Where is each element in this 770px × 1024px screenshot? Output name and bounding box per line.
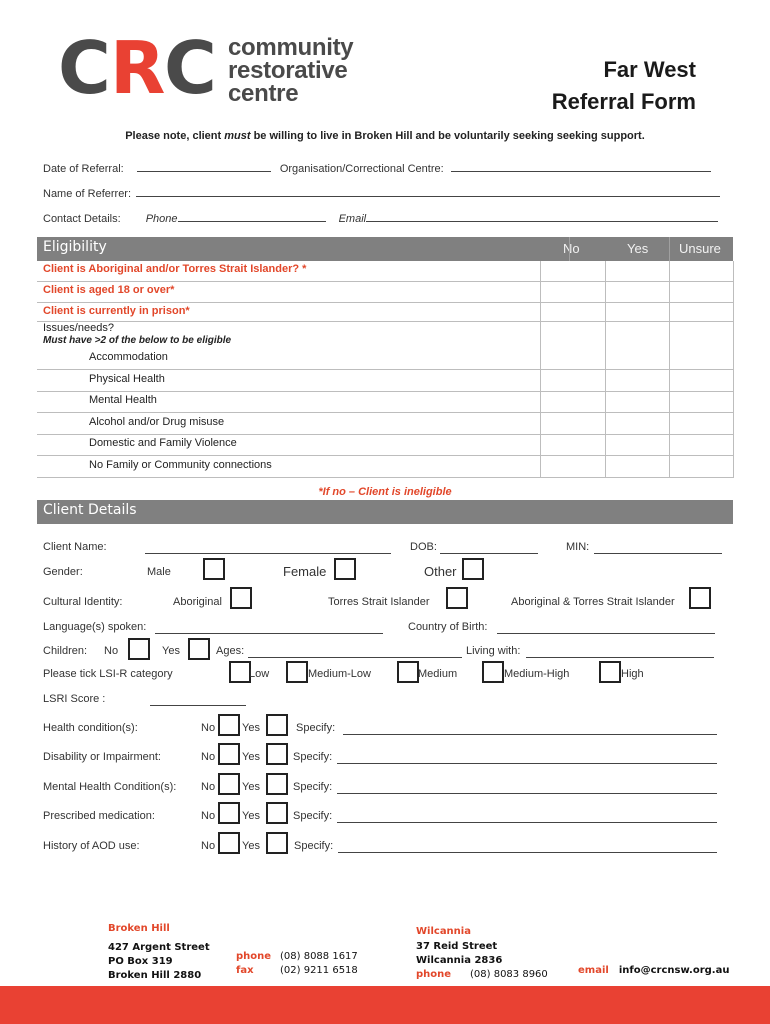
logo-word-restorative: restorative <box>228 57 348 84</box>
condition-label: Prescribed medication: <box>43 810 155 822</box>
email-link[interactable]: info@crcnsw.org.au <box>618 965 730 976</box>
gender-label: Gender: <box>43 566 83 578</box>
lsi-medium-high-label: Medium-High <box>504 668 570 680</box>
name-of-referrer-label: Name of Referrer: <box>43 188 132 200</box>
email-word: email <box>578 965 609 976</box>
condition-no-label: No <box>201 840 216 852</box>
issue-mental-health: Mental Health <box>89 394 157 406</box>
issue-community-connections: No Family or Community connections <box>89 459 272 471</box>
lsri-score-field[interactable] <box>150 696 246 706</box>
issue-row <box>37 348 733 370</box>
question-aboriginal <box>37 261 733 282</box>
question-age <box>37 282 733 303</box>
condition-yes-checkbox[interactable] <box>266 773 288 795</box>
logo-word-community: community <box>228 34 354 61</box>
bh-address-line: PO Box 319 <box>108 956 173 967</box>
lsi-high-checkbox[interactable] <box>599 661 621 683</box>
eligibility-title: Eligibility <box>43 239 107 255</box>
organisation-label: Organisation/Correctional Centre: <box>279 163 444 175</box>
cultural-tsi-label: Torres Strait Islander <box>328 596 430 608</box>
lsi-low-label: Low <box>249 668 270 680</box>
column-no: No <box>563 241 580 256</box>
min-label: MIN: <box>566 541 590 553</box>
language-label: Language(s) spoken: <box>43 621 147 633</box>
no-column-line <box>540 261 541 478</box>
lsi-medium-low-checkbox[interactable] <box>286 661 308 683</box>
specify-label: Specify: <box>296 722 336 734</box>
wilcannia-address <box>416 940 548 982</box>
table-right-edge <box>733 261 734 478</box>
condition-label: Health condition(s): <box>43 722 138 734</box>
condition-label: Mental Health Condition(s): <box>43 781 177 793</box>
date-of-referral-label: Date of Referral: <box>43 163 124 175</box>
email-contact <box>578 964 729 978</box>
country-label: Country of Birth: <box>408 621 488 633</box>
name-of-referrer-field[interactable] <box>136 187 720 197</box>
footer-bar <box>0 986 770 1024</box>
wilcannia-title: Wilcannia <box>416 926 471 937</box>
column-unsure: Unsure <box>679 241 721 256</box>
form-title-line1: Far West <box>603 57 696 82</box>
specify-field[interactable] <box>337 754 717 764</box>
lsi-label: Please tick LSI-R category <box>43 668 173 680</box>
issue-accommodation: Accommodation <box>89 351 168 363</box>
gender-male-label: Male <box>147 566 171 578</box>
wc-phone[interactable]: (08) 8083 8960 <box>470 969 548 980</box>
gender-other-checkbox[interactable] <box>462 558 484 580</box>
question-prison <box>37 303 733 322</box>
specify-field[interactable] <box>343 725 717 735</box>
country-field[interactable] <box>497 624 715 634</box>
condition-yes-label: Yes <box>242 751 260 763</box>
wc-address-line: Wilcannia 2836 <box>416 955 503 966</box>
note-text-emphasis: must <box>224 130 251 142</box>
issue-row <box>37 391 733 413</box>
specify-label: Specify: <box>293 781 333 793</box>
question-prison-text: Client is currently in prison* <box>43 305 190 317</box>
fax-word: fax <box>236 965 254 976</box>
living-with-field[interactable] <box>526 648 714 658</box>
condition-yes-label: Yes <box>242 781 260 793</box>
ineligible-footnote: *If no – Client is ineligible <box>318 486 452 498</box>
ages-label: Ages: <box>216 645 245 657</box>
contact-details-label: Contact Details: <box>43 213 121 225</box>
question-aboriginal-text: Client is Aboriginal and/or Torres Strait Islander? * <box>43 263 307 275</box>
gender-female-checkbox[interactable] <box>334 558 356 580</box>
broken-hill-address <box>108 941 210 983</box>
cultural-tsi-checkbox[interactable] <box>446 587 468 609</box>
header-divider <box>569 237 570 261</box>
logo-letter-r: R <box>110 26 160 110</box>
children-no-checkbox[interactable] <box>128 638 150 660</box>
date-of-referral-field[interactable] <box>137 162 271 172</box>
form-title-line2: Referral Form <box>551 89 696 114</box>
unsure-column-line <box>669 261 670 478</box>
bh-address-line: Broken Hill 2880 <box>108 970 202 981</box>
client-details-title: Client Details <box>43 502 137 518</box>
condition-no-checkbox[interactable] <box>218 743 240 765</box>
logo-wordmark <box>228 36 388 105</box>
children-yes-label: Yes <box>162 645 180 657</box>
condition-no-checkbox[interactable] <box>218 714 240 736</box>
children-yes-checkbox[interactable] <box>188 638 210 660</box>
cultural-both-label: Aboriginal & Torres Strait Islander <box>511 596 675 608</box>
bh-fax: (02) 9211 6518 <box>280 965 358 976</box>
phone-field[interactable] <box>178 212 326 222</box>
bh-phone[interactable]: (08) 8088 1617 <box>280 951 358 962</box>
min-field[interactable] <box>594 544 722 554</box>
issue-row <box>37 456 733 478</box>
condition-no-label: No <box>201 810 216 822</box>
specify-field[interactable] <box>338 843 717 853</box>
referrer-row <box>43 187 720 200</box>
cultural-identity-label: Cultural Identity: <box>43 596 123 608</box>
header-divider <box>669 237 670 261</box>
condition-no-checkbox[interactable] <box>218 773 240 795</box>
lsi-high-label: High <box>621 668 644 680</box>
lsri-score-label: LSRI Score : <box>43 693 106 705</box>
logo-letter-c2: C <box>164 26 211 110</box>
form-title <box>552 54 696 118</box>
note-text-before: Please note, client <box>125 130 225 142</box>
lsi-medium-high-checkbox[interactable] <box>482 661 504 683</box>
logo-letter-c1: C <box>58 26 105 110</box>
broken-hill-title: Broken Hill <box>108 923 170 934</box>
yes-column-line <box>605 261 606 478</box>
wc-address-line: 37 Reid Street <box>416 941 498 952</box>
question-age-text: Client is aged 18 or over* <box>43 284 175 296</box>
phone-word: phone <box>236 951 272 962</box>
contact-row <box>43 212 718 225</box>
specify-field[interactable] <box>337 784 717 794</box>
specify-field[interactable] <box>337 813 717 823</box>
gender-other-label: Other <box>424 564 457 579</box>
phone-label: Phone <box>145 213 178 225</box>
condition-label: History of AOD use: <box>43 840 140 852</box>
eligibility-note <box>0 130 770 142</box>
condition-no-label: No <box>201 751 216 763</box>
gender-male-checkbox[interactable] <box>203 558 225 580</box>
children-label: Children: <box>43 645 88 657</box>
living-with-label: Living with: <box>466 645 521 657</box>
condition-yes-label: Yes <box>242 840 260 852</box>
lsi-low-checkbox[interactable] <box>229 661 251 683</box>
dob-field[interactable] <box>440 544 538 554</box>
lsi-medium-label: Medium <box>418 668 458 680</box>
email-field[interactable] <box>366 212 718 222</box>
issue-row <box>37 413 733 435</box>
lsi-medium-low-label: Medium-Low <box>308 668 371 680</box>
condition-label: Disability or Impairment: <box>43 751 161 763</box>
condition-yes-label: Yes <box>242 722 260 734</box>
ages-field[interactable] <box>248 648 462 658</box>
condition-yes-label: Yes <box>242 810 260 822</box>
client-name-label: Client Name: <box>43 541 107 553</box>
referral-date-row <box>43 162 711 175</box>
condition-no-label: No <box>201 722 216 734</box>
bh-address-line: 427 Argent Street <box>108 942 210 953</box>
specify-label: Specify: <box>293 810 333 822</box>
phone-word: phone <box>416 969 452 980</box>
condition-no-label: No <box>201 781 216 793</box>
broken-hill-contact <box>236 950 358 978</box>
gender-female-label: Female <box>283 564 327 579</box>
issues-heading <box>37 322 733 348</box>
condition-yes-checkbox[interactable] <box>266 802 288 824</box>
issue-family-violence: Domestic and Family Violence <box>89 437 237 449</box>
condition-yes-checkbox[interactable] <box>266 743 288 765</box>
client-name-field[interactable] <box>145 544 391 554</box>
cultural-aboriginal-checkbox[interactable] <box>230 587 252 609</box>
lsi-medium-checkbox[interactable] <box>397 661 419 683</box>
logo-word-centre: centre <box>228 80 299 107</box>
client-details-header <box>37 500 733 524</box>
cultural-both-checkbox[interactable] <box>689 587 711 609</box>
condition-yes-checkbox[interactable] <box>266 832 288 854</box>
condition-yes-checkbox[interactable] <box>266 714 288 736</box>
issues-label: Issues/needs? <box>43 322 114 334</box>
email-label: Email <box>338 213 367 225</box>
language-field[interactable] <box>155 624 383 634</box>
issue-physical-health: Physical Health <box>89 373 165 385</box>
issue-alcohol-drug: Alcohol and/or Drug misuse <box>89 416 225 428</box>
issue-row <box>37 434 733 456</box>
issue-row <box>37 370 733 392</box>
cultural-aboriginal-label: Aboriginal <box>173 596 222 608</box>
organisation-field[interactable] <box>451 162 711 172</box>
note-text-after: be willing to live in Broken Hill and be voluntarily seeking seeking support. <box>250 130 645 142</box>
specify-label: Specify: <box>294 840 334 852</box>
children-no-label: No <box>104 645 119 657</box>
eligibility-header <box>37 237 733 261</box>
issues-note: Must have >2 of the below to be eligible <box>43 335 232 346</box>
condition-no-checkbox[interactable] <box>218 802 240 824</box>
specify-label: Specify: <box>293 751 333 763</box>
condition-no-checkbox[interactable] <box>218 832 240 854</box>
column-yes: Yes <box>627 241 649 256</box>
dob-label: DOB: <box>410 541 437 553</box>
